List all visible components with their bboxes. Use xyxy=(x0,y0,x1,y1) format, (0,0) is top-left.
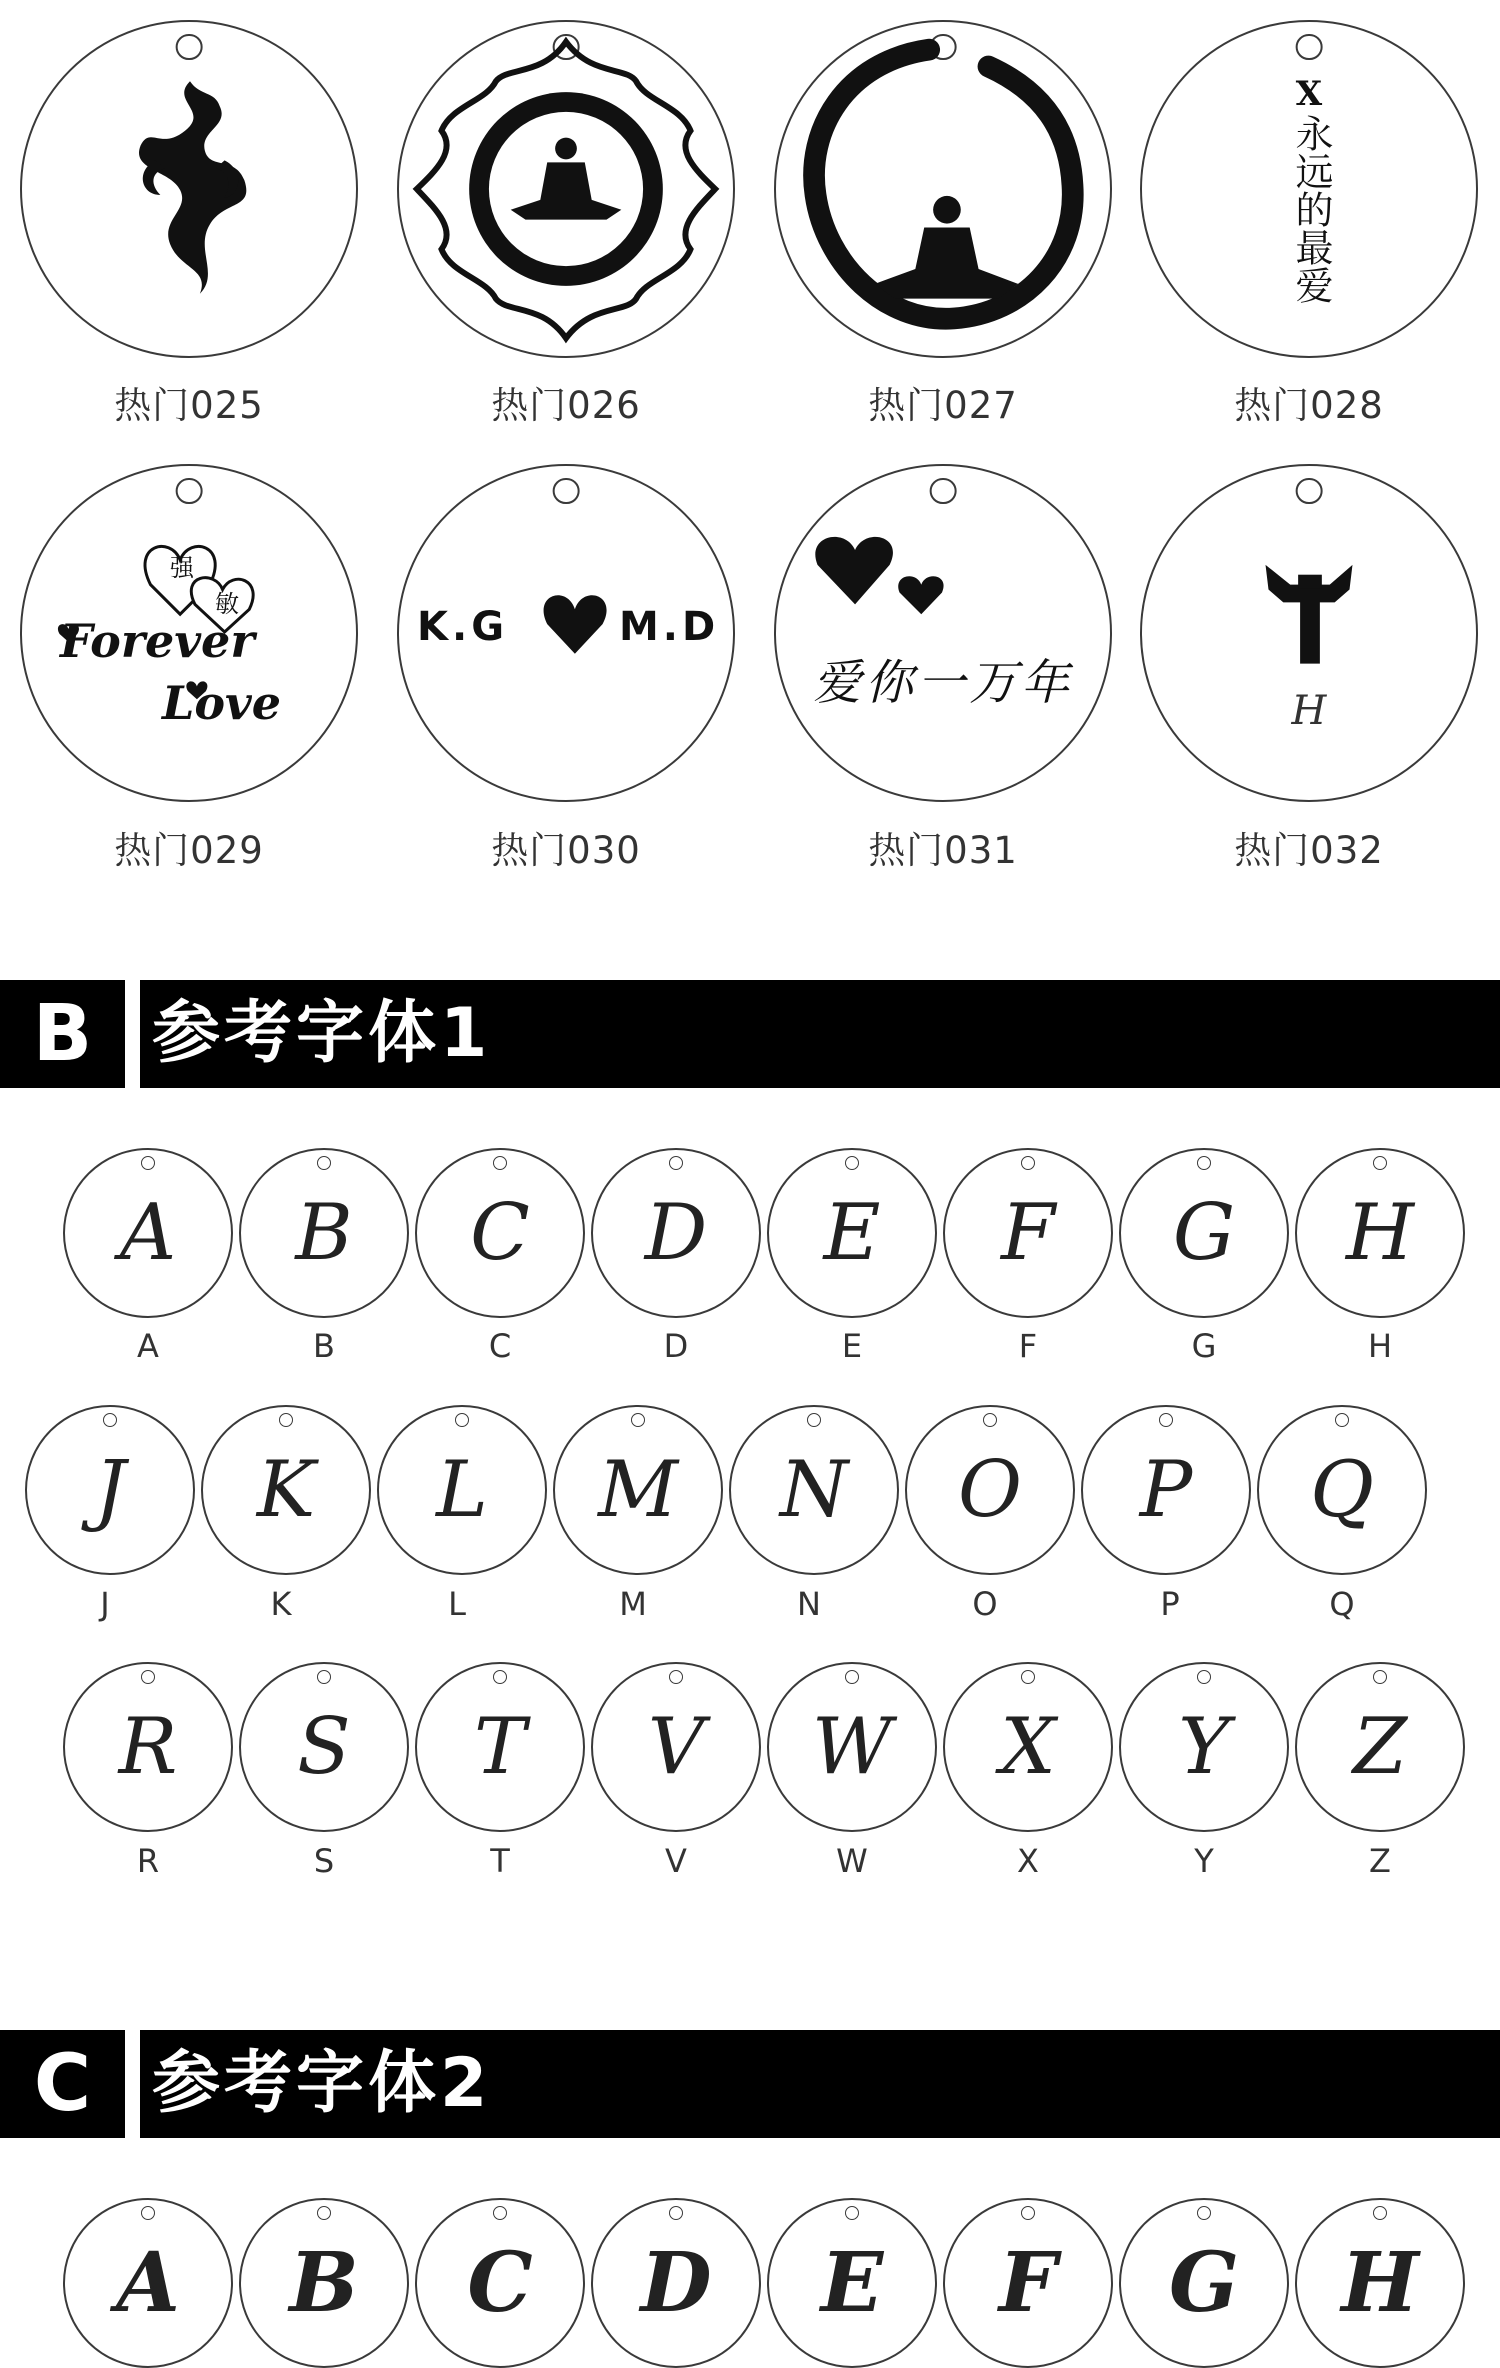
font1-glyph: S xyxy=(297,1702,351,1792)
font1-disc[interactable] xyxy=(1081,1405,1251,1575)
font2-glyph: F xyxy=(998,2235,1058,2331)
font1-glyph: H xyxy=(1345,1188,1415,1278)
keyring-hole xyxy=(1373,2206,1387,2220)
font1-label: E xyxy=(841,1327,863,1365)
font1-label: Z xyxy=(1369,1842,1391,1880)
font2-glyph: D xyxy=(640,2235,712,2331)
font1-disc[interactable] xyxy=(415,1662,585,1832)
keyring-hole xyxy=(455,1413,469,1427)
keyring-hole xyxy=(103,1413,117,1427)
lotus-meditation-icon xyxy=(399,22,733,356)
font1-disc[interactable] xyxy=(377,1405,547,1575)
font1-glyph: T xyxy=(473,1702,527,1792)
font1-disc[interactable] xyxy=(239,1148,409,1318)
font2-disc[interactable] xyxy=(1295,2198,1465,2368)
section-title: 参考字体1 xyxy=(140,980,1500,1088)
section-title: 参考字体2 xyxy=(140,2030,1500,2138)
font1-glyph: N xyxy=(779,1445,849,1535)
keyring-hole xyxy=(1335,1413,1349,1427)
keyring-hole xyxy=(1296,34,1323,61)
font1-glyph: C xyxy=(470,1188,530,1278)
keyring-hole xyxy=(1021,2206,1035,2220)
font1-glyph: P xyxy=(1139,1445,1193,1535)
font2-disc[interactable] xyxy=(239,2198,409,2368)
font1-disc[interactable] xyxy=(767,1662,937,1832)
hot-design-025[interactable] xyxy=(20,20,358,358)
font1-glyph: Y xyxy=(1178,1702,1230,1792)
font1-disc[interactable] xyxy=(1119,1148,1289,1318)
keyring-hole xyxy=(1159,1413,1173,1427)
font1-glyph: O xyxy=(958,1445,1022,1535)
keyring-hole xyxy=(1197,2206,1211,2220)
font1-label: L xyxy=(448,1585,466,1623)
font2-disc[interactable] xyxy=(943,2198,1113,2368)
font1-label: Q xyxy=(1329,1585,1355,1623)
font1-disc[interactable] xyxy=(767,1148,937,1318)
keyring-hole xyxy=(631,1413,645,1427)
initial-text: H xyxy=(1291,688,1327,734)
font2-glyph: H xyxy=(1341,2235,1419,2331)
viking-emblem-icon xyxy=(1142,466,1476,800)
keyring-hole xyxy=(141,2206,155,2220)
font1-glyph: E xyxy=(823,1188,881,1278)
section-b-header xyxy=(0,980,1500,1088)
keyring-hole xyxy=(1197,1156,1211,1170)
keyring-hole xyxy=(845,1156,859,1170)
hot-design-028[interactable] xyxy=(1140,20,1478,358)
font1-label: V xyxy=(665,1842,687,1880)
font1-disc[interactable] xyxy=(415,1148,585,1318)
font1-label: S xyxy=(313,1842,335,1880)
font1-glyph: F xyxy=(1000,1188,1056,1278)
font2-glyph: G xyxy=(1168,2235,1240,2331)
forever-text: Forever xyxy=(60,614,255,668)
font1-glyph: Z xyxy=(1352,1702,1408,1792)
love-text: Love xyxy=(162,676,282,730)
font1-label: B xyxy=(313,1327,335,1365)
two-hearts-icon xyxy=(776,466,1110,800)
heart-left-text: 强 xyxy=(170,554,194,582)
keyring-hole xyxy=(1021,1156,1035,1170)
font1-glyph: X xyxy=(1000,1702,1056,1792)
font1-label: G xyxy=(1191,1327,1217,1365)
design-caption: 热门025 xyxy=(114,384,264,427)
keyring-hole xyxy=(1197,1670,1211,1684)
keyring-hole xyxy=(1021,1670,1035,1684)
font1-label: C xyxy=(488,1327,512,1365)
keyring-hole xyxy=(669,2206,683,2220)
font1-label: K xyxy=(270,1585,292,1623)
keyring-hole xyxy=(317,1156,331,1170)
design-caption: 热门030 xyxy=(491,829,641,872)
font2-disc[interactable] xyxy=(415,2198,585,2368)
section-letter: C xyxy=(0,2030,125,2138)
tribal-tattoo-icon xyxy=(22,22,356,356)
design-caption: 热门026 xyxy=(491,384,641,427)
design-caption: 热门029 xyxy=(114,829,264,872)
keyring-hole xyxy=(845,2206,859,2220)
font1-label: M xyxy=(619,1585,647,1623)
font1-disc[interactable] xyxy=(63,1662,233,1832)
calligraphy-mark: X xyxy=(1295,74,1323,114)
keyring-hole xyxy=(493,1670,507,1684)
font1-label: A xyxy=(137,1327,159,1365)
font1-glyph: W xyxy=(811,1702,893,1792)
font1-label: Y xyxy=(1194,1842,1214,1880)
initials-left: K.G xyxy=(417,604,509,650)
design-caption: 热门031 xyxy=(868,829,1018,872)
keyring-hole xyxy=(493,2206,507,2220)
design-caption: 热门028 xyxy=(1234,384,1384,427)
font1-disc[interactable] xyxy=(201,1405,371,1575)
font1-label: N xyxy=(797,1585,821,1623)
font1-glyph: K xyxy=(256,1445,316,1535)
keyring-hole xyxy=(669,1670,683,1684)
initials-right: M.D xyxy=(619,604,720,650)
font1-glyph: M xyxy=(598,1445,678,1535)
font2-glyph: B xyxy=(289,2235,359,2331)
section-c-header xyxy=(0,2030,1500,2138)
font2-disc[interactable] xyxy=(1119,2198,1289,2368)
font1-label: J xyxy=(100,1585,110,1623)
love-text-cn: 爱你一万年 xyxy=(812,655,1073,711)
keyring-hole xyxy=(807,1413,821,1427)
font1-disc[interactable] xyxy=(1257,1405,1427,1575)
font2-glyph: E xyxy=(820,2235,884,2331)
font1-disc[interactable] xyxy=(1295,1148,1465,1318)
font1-label: H xyxy=(1367,1327,1393,1365)
font1-disc[interactable] xyxy=(905,1405,1075,1575)
font1-label: R xyxy=(136,1842,160,1880)
font1-glyph: A xyxy=(119,1188,177,1278)
font1-glyph: D xyxy=(644,1188,708,1278)
font1-label: F xyxy=(1018,1327,1038,1365)
font1-label: W xyxy=(836,1842,868,1880)
hot-design-032[interactable] xyxy=(1140,464,1478,802)
font1-disc[interactable] xyxy=(553,1405,723,1575)
font1-glyph: J xyxy=(94,1445,126,1535)
calligraphy-vertical-text: 永远的最爱 xyxy=(1289,114,1333,304)
font1-disc[interactable] xyxy=(591,1662,761,1832)
heart-right-text: 敏 xyxy=(215,590,239,618)
enso-buddha-icon xyxy=(776,22,1110,356)
keyring-hole xyxy=(669,1156,683,1170)
design-caption: 热门032 xyxy=(1234,829,1384,872)
keyring-hole xyxy=(1373,1670,1387,1684)
keyring-hole xyxy=(845,1670,859,1684)
font1-disc[interactable] xyxy=(591,1148,761,1318)
font1-label: P xyxy=(1160,1585,1180,1623)
font1-glyph: G xyxy=(1172,1188,1236,1278)
font1-disc[interactable] xyxy=(1119,1662,1289,1832)
hot-design-030[interactable] xyxy=(397,464,735,802)
font1-glyph: Q xyxy=(1310,1445,1374,1535)
font1-glyph: R xyxy=(118,1702,178,1792)
section-letter: B xyxy=(0,980,125,1088)
font1-glyph: B xyxy=(295,1188,353,1278)
font1-disc[interactable] xyxy=(943,1148,1113,1318)
keyring-hole xyxy=(317,2206,331,2220)
hot-design-027[interactable] xyxy=(774,20,1112,358)
font1-disc[interactable] xyxy=(943,1662,1113,1832)
keyring-hole xyxy=(279,1413,293,1427)
keyring-hole xyxy=(141,1670,155,1684)
font1-label: X xyxy=(1017,1842,1039,1880)
font2-disc[interactable] xyxy=(63,2198,233,2368)
design-caption: 热门027 xyxy=(868,384,1018,427)
font1-label: T xyxy=(490,1842,510,1880)
font2-disc[interactable] xyxy=(591,2198,761,2368)
hot-design-029[interactable] xyxy=(20,464,358,802)
font1-label: D xyxy=(663,1327,689,1365)
keyring-hole xyxy=(983,1413,997,1427)
keyring-hole xyxy=(493,1156,507,1170)
font1-disc[interactable] xyxy=(729,1405,899,1575)
hot-design-031[interactable] xyxy=(774,464,1112,802)
keyring-hole xyxy=(1373,1156,1387,1170)
font1-disc[interactable] xyxy=(25,1405,195,1575)
hot-design-026[interactable] xyxy=(397,20,735,358)
font1-glyph: L xyxy=(436,1445,488,1535)
font1-label: O xyxy=(972,1585,998,1623)
keyring-hole xyxy=(317,1670,331,1684)
font1-disc[interactable] xyxy=(239,1662,409,1832)
font1-disc[interactable] xyxy=(1295,1662,1465,1832)
font1-glyph: V xyxy=(647,1702,705,1792)
font1-disc[interactable] xyxy=(63,1148,233,1318)
font2-glyph: C xyxy=(467,2235,533,2331)
keyring-hole xyxy=(141,1156,155,1170)
font2-glyph: A xyxy=(116,2235,180,2331)
font2-disc[interactable] xyxy=(767,2198,937,2368)
